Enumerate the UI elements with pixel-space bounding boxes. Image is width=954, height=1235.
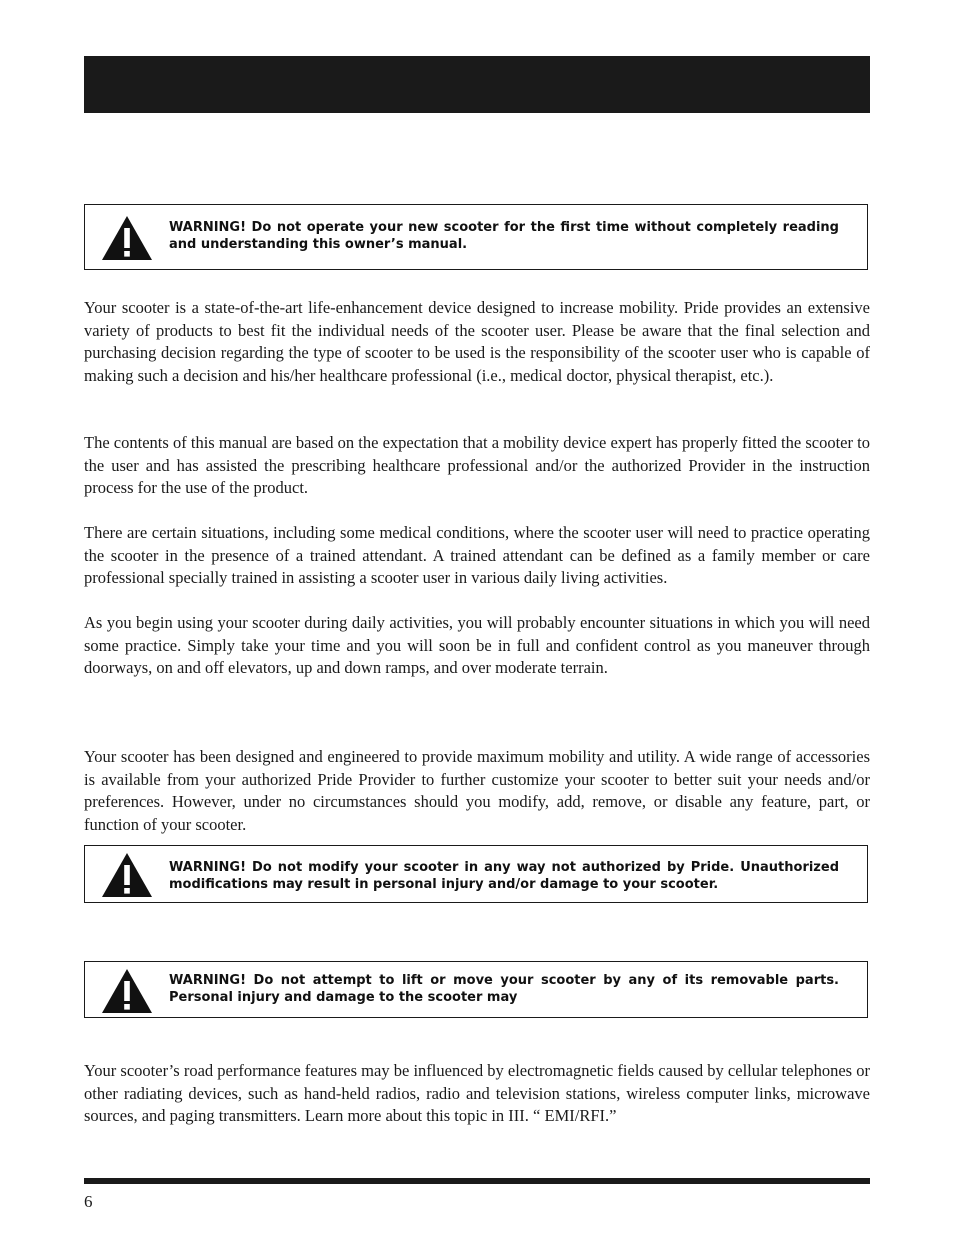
paragraph-practice: As you begin using your scooter during daily activities, you will probably encounter situations in which you will need some practice. Simply take your time and you will soon be in full and confident control as you maneuver through doorways, on and off elevators, up and down ramps, and over moderate terrain.	[84, 613, 870, 677]
warning-text: WARNING! Do not operate your new scooter for the first time without completely reading and understanding this owner’s manual.	[169, 220, 839, 252]
warning-text: WARNING! Do not modify your scooter in any way not authorized by Pride. Unauthorized modifications may result in personal injury and/or damage to your scooter.	[169, 860, 839, 892]
paragraph-emi-rfi: Your scooter’s road performance features may be influenced by electromagnetic fields caused by cellular telephones or other radiating devices, such as hand-held radios, radio and television stations, wireless computer links, microwave sources, and paging transmitters. Learn more about this topic in III. “ EMI/RFI.”	[84, 1061, 870, 1125]
warning-triangle-icon	[101, 968, 153, 1014]
warning-triangle-icon	[101, 215, 153, 261]
paragraph-trained-attendant: There are certain situations, including some medical conditions, where the scooter user will need to practice operating the scooter in the presence of a trained attendant. A trained attendant can be defined as a family member or care professional specially trained in assisting a scooter user in various daily living activities.	[84, 523, 870, 587]
paragraph-modifications: Your scooter has been designed and engineered to provide maximum mobility and utility. A wide range of accessories is available from your authorized Pride Provider to further customize your scooter to better suit your needs and/or preferences. However, under no circumstances should you modify, add, remove, or disable any feature, part, or function of your scooter.	[84, 747, 870, 834]
paragraph-intro: Your scooter is a state-of-the-art life-enhancement device designed to increase mobility. Pride provides an extensive variety of products to best fit the individual needs of the scooter user. Please be aware that the final selection and purchasing decision regarding the type of scooter to be used is the responsibility of the scooter user who is capable of making such a decision and his/her healthcare professional (i.e., medical doctor, physical therapist, etc.).	[84, 298, 870, 385]
warning-triangle-icon	[101, 852, 153, 898]
page-number: 6	[84, 1192, 93, 1211]
header-bar	[84, 56, 870, 113]
warning-box-lift	[84, 961, 868, 1018]
paragraph-manual-contents: The contents of this manual are based on the expectation that a mobility device expert has properly fitted the scooter to the user and has assisted the prescribing healthcare professional and/or the authorized Provider in the instruction process for the use of the product.	[84, 433, 870, 497]
warning-text: WARNING! Do not attempt to lift or move your scooter by any of its removable parts. Personal injury and damage to the scooter may	[169, 973, 839, 1005]
warning-box-modify	[84, 845, 868, 903]
warning-box-first-use	[84, 204, 868, 270]
footer-rule	[84, 1178, 870, 1184]
